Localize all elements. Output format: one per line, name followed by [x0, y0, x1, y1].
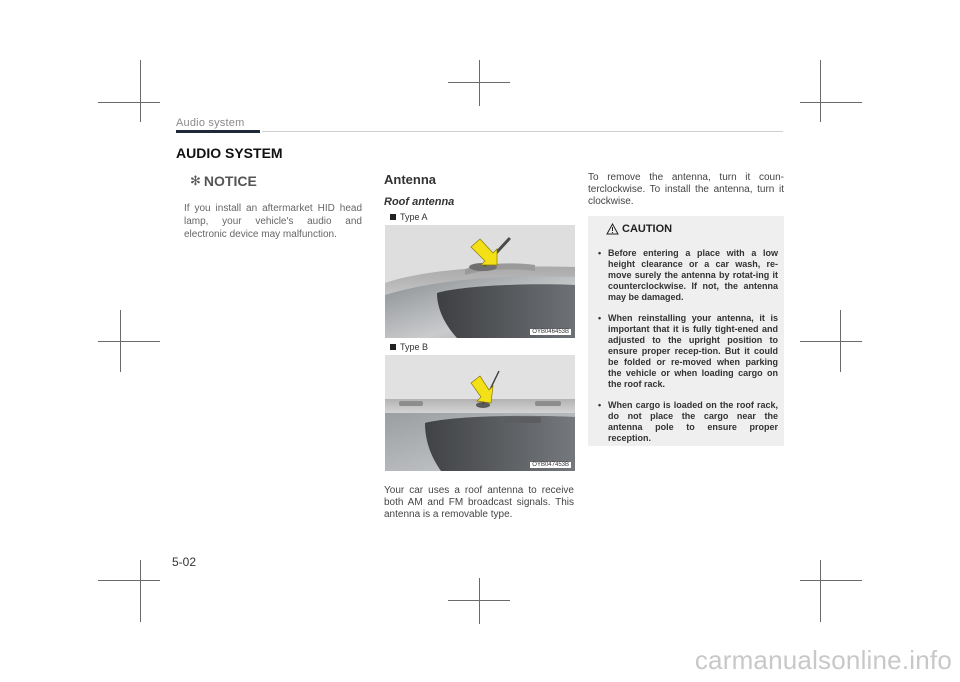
- section-bar: [176, 130, 260, 133]
- square-bullet-icon: [390, 344, 396, 350]
- antenna-body: Your car uses a roof antenna to receive both AM and FM broadcast signals. This antenna is a removable type.: [384, 485, 574, 520]
- type-b-label: Type B: [400, 342, 429, 352]
- type-b-image-code: OYB047453B: [532, 462, 569, 468]
- roof-antenna-subheading: Roof antenna: [384, 196, 455, 208]
- type-a-label: Type A: [400, 212, 428, 222]
- section-divider: [262, 131, 783, 132]
- type-a-image-code: OYB046453B: [532, 329, 569, 335]
- page-title: AUDIO SYSTEM: [176, 145, 283, 161]
- watermark: carmanualsonline.info: [694, 645, 952, 675]
- square-bullet-icon: [390, 214, 396, 220]
- remove-antenna-text: To remove the antenna, turn it coun-terclockwise. To install the antenna, turn it clockwise.: [588, 172, 784, 207]
- list-item: • Before entering a place with a low height clearance or a car wash, re-move surely the antenna by rotat-ing it counterclockwise. If not, the antenna may be damaged.: [596, 248, 778, 303]
- warning-triangle-icon: [606, 223, 619, 235]
- roof-antenna-type-b-illustration: [385, 355, 575, 471]
- antenna-heading: Antenna: [384, 172, 436, 187]
- list-item: • When reinstalling your antenna, it is important that it is fully tight-ened and adjusted to the upright position to ensure proper recep-tion. But it could be folded or re-moved when parking the vehicle or when loading cargo on the roof rack.: [596, 313, 778, 390]
- roof-antenna-type-a-illustration: [385, 225, 575, 338]
- section-label: Audio system: [176, 117, 245, 129]
- caution-list: [596, 248, 778, 454]
- caution-title: CAUTION: [622, 223, 673, 235]
- snowflake-icon: ✻: [190, 173, 201, 188]
- notice-heading: [190, 173, 257, 189]
- type-b-photo: [385, 355, 575, 471]
- notice-body: If you install an aftermarket HID head lamp, your vehicle's audio and electronic device may malfunction.: [184, 203, 362, 240]
- type-b-label-row: [390, 342, 428, 352]
- type-a-photo: [385, 225, 575, 338]
- caution-heading: [606, 223, 672, 235]
- page-number: 5-02: [172, 555, 197, 569]
- list-item: • When cargo is loaded on the roof rack, do not place the cargo near the antenna pole to ensure proper reception.: [596, 400, 778, 444]
- notice-title: NOTICE: [203, 173, 257, 189]
- type-a-label-row: [390, 212, 428, 222]
